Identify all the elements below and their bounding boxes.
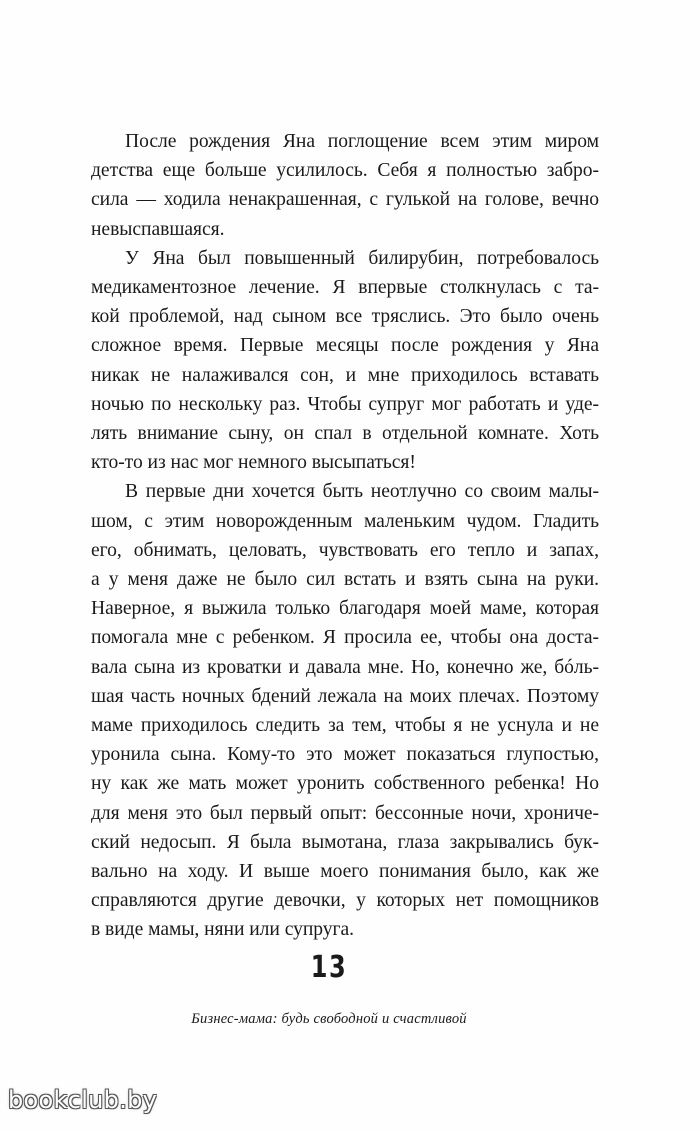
page-number: 13 bbox=[310, 950, 348, 985]
running-footer: Бизнес-мама: будь свободной и счастливой bbox=[191, 1011, 467, 1027]
text-line: У Яна был повышенный билирубин, потребовалось bbox=[125, 247, 599, 269]
body-text bbox=[91, 127, 599, 945]
text-line: ну как же мать может уронить собственного ребенка! Но bbox=[91, 773, 599, 795]
text-line: лять внимание сыну, он спал в отдельной комнате. Хоть bbox=[91, 423, 599, 445]
text-line: Наверное, я выжила только благодаря моей маме, которая bbox=[91, 598, 599, 620]
paragraph-3 bbox=[91, 477, 599, 944]
text-line: невыспавшаяся. bbox=[91, 218, 225, 240]
text-line: вально на ходу. И выше моего понимания было, как же bbox=[91, 861, 599, 883]
text-line: медикаментозное лечение. Я впервые столкнулась с та- bbox=[91, 277, 599, 299]
text-line: В первые дни хочется быть неотлучно со своим малы- bbox=[125, 481, 599, 503]
text-line: маме приходилось следить за тем, чтобы я не уснула и не bbox=[91, 715, 599, 737]
text-line: справляются другие девочки, у которых нет помощников bbox=[91, 890, 599, 912]
text-line: помогала мне с ребенком. Я просила ее, чтобы она доста- bbox=[91, 627, 599, 649]
paragraph-1 bbox=[91, 127, 599, 244]
paragraph-2 bbox=[91, 244, 599, 478]
text-line: ночью по нескольку раз. Чтобы супруг мог работать и уде- bbox=[91, 393, 599, 415]
text-line: сила — ходила ненакрашенная, с гулькой на голове, вечно bbox=[91, 189, 599, 211]
text-line: ский недосып. Я была вымотана, глаза закрывались бук- bbox=[91, 831, 599, 853]
text-line: вала сына из кроватки и давала мне. Но, конечно же, бóль- bbox=[91, 656, 599, 678]
text-line: уронила сына. Кому-то это может показаться глупостью, bbox=[91, 744, 599, 766]
text-line: для меня это был первый опыт: бессонные ночи, хрониче- bbox=[91, 802, 599, 824]
text-line: шая часть ночных бдений лежала на моих плечах. Поэтому bbox=[91, 685, 599, 707]
text-line: шом, с этим новорожденным маленьким чудом. Гладить bbox=[91, 510, 599, 532]
text-line: в виде мамы, няни или супруга. bbox=[91, 919, 354, 941]
text-line: его, обнимать, целовать, чувствовать его тепло и запах, bbox=[91, 539, 599, 561]
text-line: кто-то из нас мог немного высыпаться! bbox=[91, 452, 416, 474]
text-line: никак не налаживался сон, и мне приходилось вставать bbox=[91, 364, 599, 386]
text-line: а у меня даже не было сил встать и взять сына на руки. bbox=[91, 569, 599, 591]
text-line: кой проблемой, над сыном все тряслись. Это было очень bbox=[91, 306, 599, 328]
text-line: сложное время. Первые месяцы после рождения у Яна bbox=[91, 335, 599, 357]
text-line: После рождения Яна поглощение всем этим миром bbox=[125, 131, 599, 152]
text-line: детства еще больше усилилось. Себя я полностью забро- bbox=[91, 160, 599, 182]
watermark-text: bookclub.by bbox=[8, 1086, 158, 1114]
